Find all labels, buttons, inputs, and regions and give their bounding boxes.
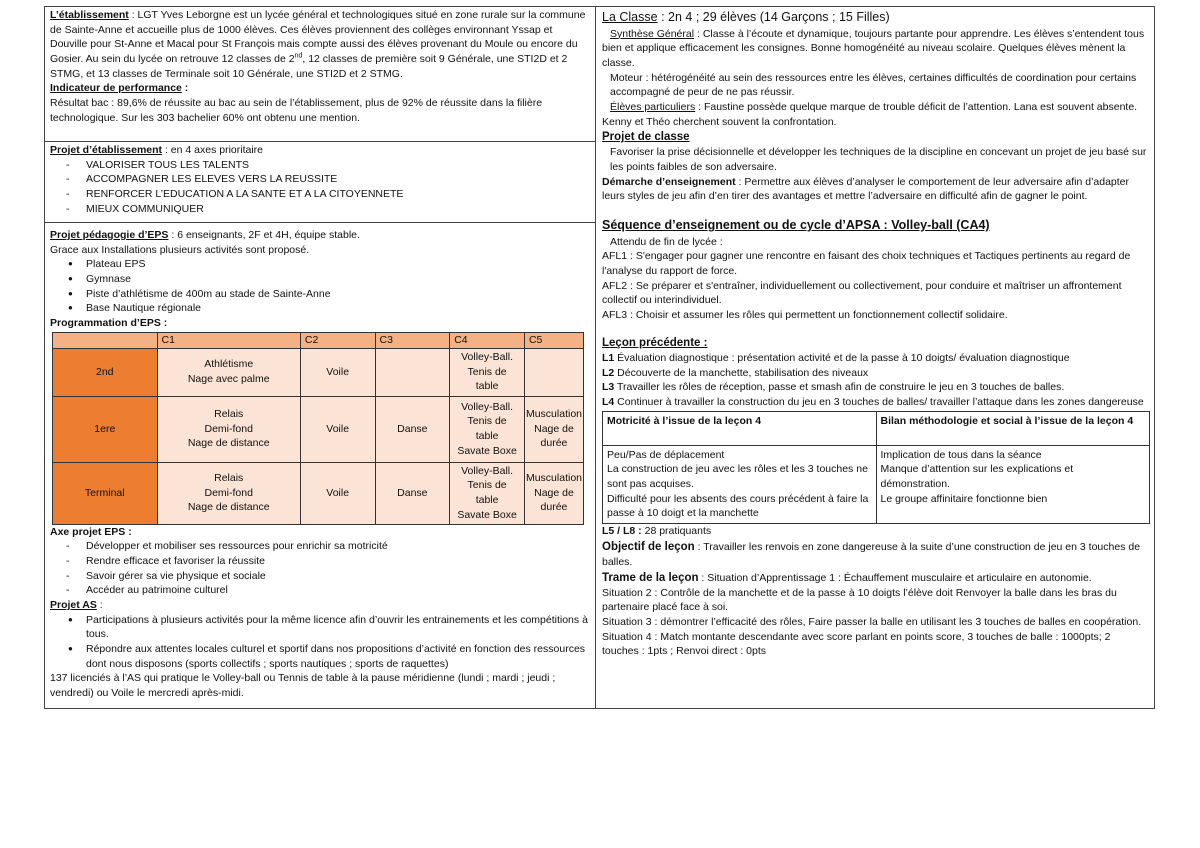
etablissement-label: L’établissement xyxy=(50,9,129,21)
projet-as-footer: 137 licenciés à l’AS qui pratique le Volley-ball ou Tennis de table à la pause méridienne (lundi ; mardi ; jeudi ; vendredi) ou Voile le mercredi après-midi. xyxy=(50,672,556,700)
table-level-cell: 1ere xyxy=(53,396,158,462)
classe-text: : 2n 4 ; 29 élèves (14 Garçons ; 15 Filles) xyxy=(657,10,890,24)
l5-paragraph xyxy=(602,524,1148,539)
classe-label: La Classe xyxy=(602,10,658,24)
list-item: - Savoir gérer sa vie physique et sociale xyxy=(50,569,590,584)
eleves-label: Élèves particuliers xyxy=(610,100,696,113)
etablissement-block xyxy=(45,7,595,142)
list-item: - Développer et mobiliser ses ressources pour enrichir sa motricité xyxy=(50,539,590,554)
table-header-cell: C3 xyxy=(375,332,450,348)
demarche-text: : Permettre aux élèves d’analyser le comportement de leur adversaire afin d’adapter leurs styles de jeu afin d’en tirer des avantages et mettre l’adversaire en difficulté afin de gagner le point. xyxy=(602,175,1130,203)
projet-eps-heading xyxy=(50,228,590,243)
synthese-label: Synthèse Général xyxy=(610,27,695,40)
table-cell: Musculation Nage de durée xyxy=(524,462,583,524)
list-item: ● Plateau EPS xyxy=(50,257,590,272)
etablissement-sup: nd xyxy=(294,52,303,60)
eleves-text: : Faustine possède quelque marque de trouble déficit de l’attention. Lana est souvent absente. Kenny et Théo cherchent souvent la confrontation. xyxy=(602,100,1138,128)
trame-paragraph xyxy=(602,570,1148,586)
situation-item: Situation 3 : démontrer l’efficacité des rôles, Faire passer la balle en utilisant les 3 touches de balles en coopération. xyxy=(602,616,1142,628)
list-item: - MIEUX COMMUNIQUER xyxy=(50,202,590,217)
list-item: ● Piste d’athlétisme de 400m au stade de Sainte-Anne xyxy=(50,287,590,302)
spacer xyxy=(602,323,1148,335)
etablissement-text-2: , 12 classes de première soit 9 Générale, une STI2D et 2 STMG, et 13 classes de Terminale soit 10 Générale, une STI2D et 2 STMG. xyxy=(50,53,568,80)
bilan-header-cell: Bilan méthodologie et social à l’issue de la leçon 4 xyxy=(876,411,1150,445)
lecon-precedente-label: Leçon précédente : xyxy=(602,336,708,349)
projet-eps-text: : 6 enseignants, 2F et 4H, équipe stable. xyxy=(168,229,360,241)
projet-eps-block xyxy=(45,223,595,702)
list-item: ● Gymnase xyxy=(50,272,590,287)
afl-item: AFL3 : Choisir et assumer les rôles qui permettent un fonctionnement collectif solidaire. xyxy=(602,309,1008,322)
bilan-line: Le groupe affinitaire fonctionne bien xyxy=(880,492,1048,505)
lecon-key: L1 xyxy=(602,351,615,364)
projet-etablissement-block xyxy=(45,142,595,223)
projet-as-heading xyxy=(50,598,590,613)
bilan-table xyxy=(602,411,1150,524)
table-cell: Musculation Nage de durée xyxy=(524,396,583,462)
projet-as-suffix: : xyxy=(96,598,103,611)
synthese-text: : Classe à l’écoute et dynamique, toujours partante pour apprendre. Les élèves s’entendent tous bien et applique efficacement les consignes. Bonne homogénéité au niveau scolaire. Quelques élèves mènent la classe. xyxy=(602,27,1145,69)
demarche-paragraph xyxy=(602,175,1148,204)
table-header-cell: C2 xyxy=(300,332,375,348)
moteur-paragraph: Moteur : hétérogénéité au sein des ressources entre les élèves, certaines difficultés de coordination pour certains accompagné de peur de ne pas réussir. xyxy=(610,71,1137,99)
table-cell: Athlétisme Nage avec palme xyxy=(157,348,300,396)
table-cell: Volley-Ball. Tenis de table xyxy=(450,348,525,396)
table-cell: Relais Demi-fond Nage de distance xyxy=(157,462,300,524)
situation-item: Situation 2 : Contrôle de la manchette et de la passe à 10 doigts l’élève doit Renvoyer la balle dans les bras du partenaire placé face à soi. xyxy=(602,586,1117,614)
objectif-text: : Travailler les renvois en zone dangereuse à la suite d’une construction de jeu en 3 touches de balles. xyxy=(602,540,1141,568)
bilan-line: Difficulté pour les absents des cours précédent à faire la passe à 10 doigt et la manchette xyxy=(607,492,869,520)
list-item: - ACCOMPAGNER LES ELEVES VERS LA REUSSITE xyxy=(50,172,590,187)
bilan-motricite-cell xyxy=(603,445,877,523)
lecon-text: Travailler les rôles de réception, passe et smash afin de construire le jeu en 3 touches de balles. xyxy=(614,381,1065,394)
right-column xyxy=(596,7,1154,708)
table-cell: Voile xyxy=(300,396,375,462)
lecon-key: L2 xyxy=(602,366,615,379)
bilan-line: Implication de tous dans la séance xyxy=(880,448,1042,461)
projet-as-label: Projet AS xyxy=(50,598,97,611)
lecon-item xyxy=(602,366,1148,381)
installations-list xyxy=(50,257,590,316)
projet-etab-axes-list xyxy=(50,158,590,217)
indicateur-text: Résultat bac : 89,6% de réussite au bac au sein de l’établissement, plus de 92% de réussite dans la filière technologique. Sur les 303 bachelier 60% ont obtenu une mention. xyxy=(50,97,543,124)
table-level-cell: Terminal xyxy=(53,462,158,524)
projet-etab-label: Projet d’établissement xyxy=(50,144,163,156)
table-cell: Voile xyxy=(300,348,375,396)
bilan-line: Peu/Pas de déplacement xyxy=(607,448,725,461)
situation-item: Situation 4 : Match montante descendante avec score parlant en points score, 3 touches de balle : 1000pts; 2 touches : 1pts ; Renvoi direct : 0pts xyxy=(602,630,1111,658)
objectif-label: Objectif de leçon xyxy=(602,540,695,553)
bilan-header-cell: Motricité à l’issue de la leçon 4 xyxy=(603,411,877,445)
document-sheet xyxy=(44,6,1155,709)
lecon-text: Découverte de la manchette, stabilisation des niveaux xyxy=(614,366,869,379)
indicateur-label: Indicateur de performance xyxy=(50,82,182,95)
table-cell xyxy=(375,348,450,396)
list-item: ● Participations à plusieurs activités pour la même licence afin d’ouvrir les entrainements et les compétitions à tous. xyxy=(50,613,590,642)
programmation-label: Programmation d’EPS : xyxy=(50,317,168,330)
etablissement-paragraph xyxy=(50,8,590,81)
table-cell: Danse xyxy=(375,396,450,462)
table-cell xyxy=(524,348,583,396)
table-cell: Volley-Ball. Tenis de table Savate Boxe xyxy=(450,462,525,524)
projet-etab-text: : en 4 axes prioritaire xyxy=(162,144,264,156)
installations-intro: Grace aux Installations plusieurs activités sont proposé. xyxy=(50,243,310,256)
synthese-paragraph xyxy=(602,27,1148,71)
bilan-line: La construction de jeu avec les rôles et les 3 touches ne sont pas acquises. xyxy=(607,463,868,490)
l5-text: 28 pratiquants xyxy=(641,525,712,538)
table-cell: Voile xyxy=(300,462,375,524)
list-item: ● Répondre aux attentes locales culturel et sportif dans nos propositions d’activité en fonction des ressources dont nous disposons (sports collectifs ; sports nautiques ; sports de raquettes) xyxy=(50,642,590,671)
table-level-cell: 2nd xyxy=(53,348,158,396)
objectif-paragraph xyxy=(602,539,1148,570)
afl-item: AFL2 : Se préparer et s'entraîner, individuellement ou collectivement, pour conduire et maîtriser un affrontement collectif ou interindividuel. xyxy=(602,279,1122,307)
table-header-row xyxy=(53,332,584,348)
projet-as-list xyxy=(50,613,590,672)
table-cell: Volley-Ball. Tenis de table Savate Boxe xyxy=(450,396,525,462)
lecon-text: Évaluation diagnostique : présentation activité et de la passe à 10 doigts/ évaluation diagnostique xyxy=(614,351,1070,364)
l5-label: L5 / L8 : xyxy=(602,525,642,538)
attendu-label: Attendu de fin de lycée : xyxy=(610,235,723,248)
indicateur-heading xyxy=(50,81,590,96)
projet-classe-text: Favoriser la prise décisionnelle et développer les techniques de la discipline en concevant un projet de jeu basé sur les points faibles de son adversaire. xyxy=(610,146,1147,174)
list-item: - VALORISER TOUS LES TALENTS xyxy=(50,158,590,173)
table-header-cell: C1 xyxy=(157,332,300,348)
projet-classe-label: Projet de classe xyxy=(602,131,690,144)
axe-eps-list xyxy=(50,539,590,598)
eleves-paragraph xyxy=(602,100,1148,129)
table-cell: Danse xyxy=(375,462,450,524)
indicateur-suffix: : xyxy=(181,82,189,95)
classe-heading xyxy=(602,9,1148,27)
list-item: - Accéder au patrimoine culturel xyxy=(50,583,590,598)
lecon-item xyxy=(602,351,1148,366)
bilan-content-row xyxy=(603,445,1150,523)
lecon-key: L4 xyxy=(602,395,615,408)
lecon-key: L3 xyxy=(602,381,615,394)
table-row xyxy=(53,348,584,396)
lecon-item xyxy=(602,395,1148,410)
axe-eps-label: Axe projet EPS : xyxy=(50,525,132,538)
table-cell: Relais Demi-fond Nage de distance xyxy=(157,396,300,462)
table-row xyxy=(53,396,584,462)
list-item: ● Base Nautique régionale xyxy=(50,301,590,316)
table-header-cell: C5 xyxy=(524,332,583,348)
projet-eps-label: Projet pédagogie d’EPS xyxy=(50,229,169,241)
etablissement-text-1: : LGT Yves Leborgne est un lycée général et technologiques situé en zone rurale sur la commune de Sainte-Anne et accueille plus de 1000 élèves. Ces élèves proviennent des collèges environnant Yssap et Douville pour St-Anne et Macal pour St François mais compte aussi des élèves provenant du Moule ou encore du Gosier. Au sein du lycée on retrouve 12 classes de 2 xyxy=(50,9,586,66)
bilan-header-row xyxy=(603,411,1150,445)
list-item: - RENFORCER L’EDUCATION A LA SANTE ET A LA CITOYENNETE xyxy=(50,187,590,202)
table-corner-cell xyxy=(53,332,158,348)
table-row xyxy=(53,462,584,524)
list-item: - Rendre efficace et favoriser la réussite xyxy=(50,554,590,569)
bilan-methodo-cell xyxy=(876,445,1150,523)
projet-etab-heading xyxy=(50,143,590,158)
table-header-cell: C4 xyxy=(450,332,525,348)
left-column xyxy=(45,7,596,708)
lecon-text: Continuer à travailler la construction du jeu en 3 touches de balles/ travailler l’attaque dans les zones dangereuse xyxy=(614,395,1144,408)
trame-text: : Situation d’Apprentissage 1 : Échauffement musculaire et articulaire en autonomie. xyxy=(698,571,1092,584)
bilan-line: Manque d’attention sur les explications et démonstration. xyxy=(880,463,1074,490)
trame-label: Trame de la leçon xyxy=(602,571,699,584)
sequence-title: Séquence d’enseignement ou de cycle d’APSA : Volley-ball (CA4) xyxy=(602,218,990,233)
lecon-item xyxy=(602,380,1148,395)
demarche-label: Démarche d’enseignement xyxy=(602,175,736,188)
programmation-table xyxy=(52,332,584,525)
afl-item: AFL1 : S'engager pour gagner une rencontre en faisant des choix techniques et Tactiques pertinents au regard de l'analyse du rapport de force. xyxy=(602,250,1131,278)
